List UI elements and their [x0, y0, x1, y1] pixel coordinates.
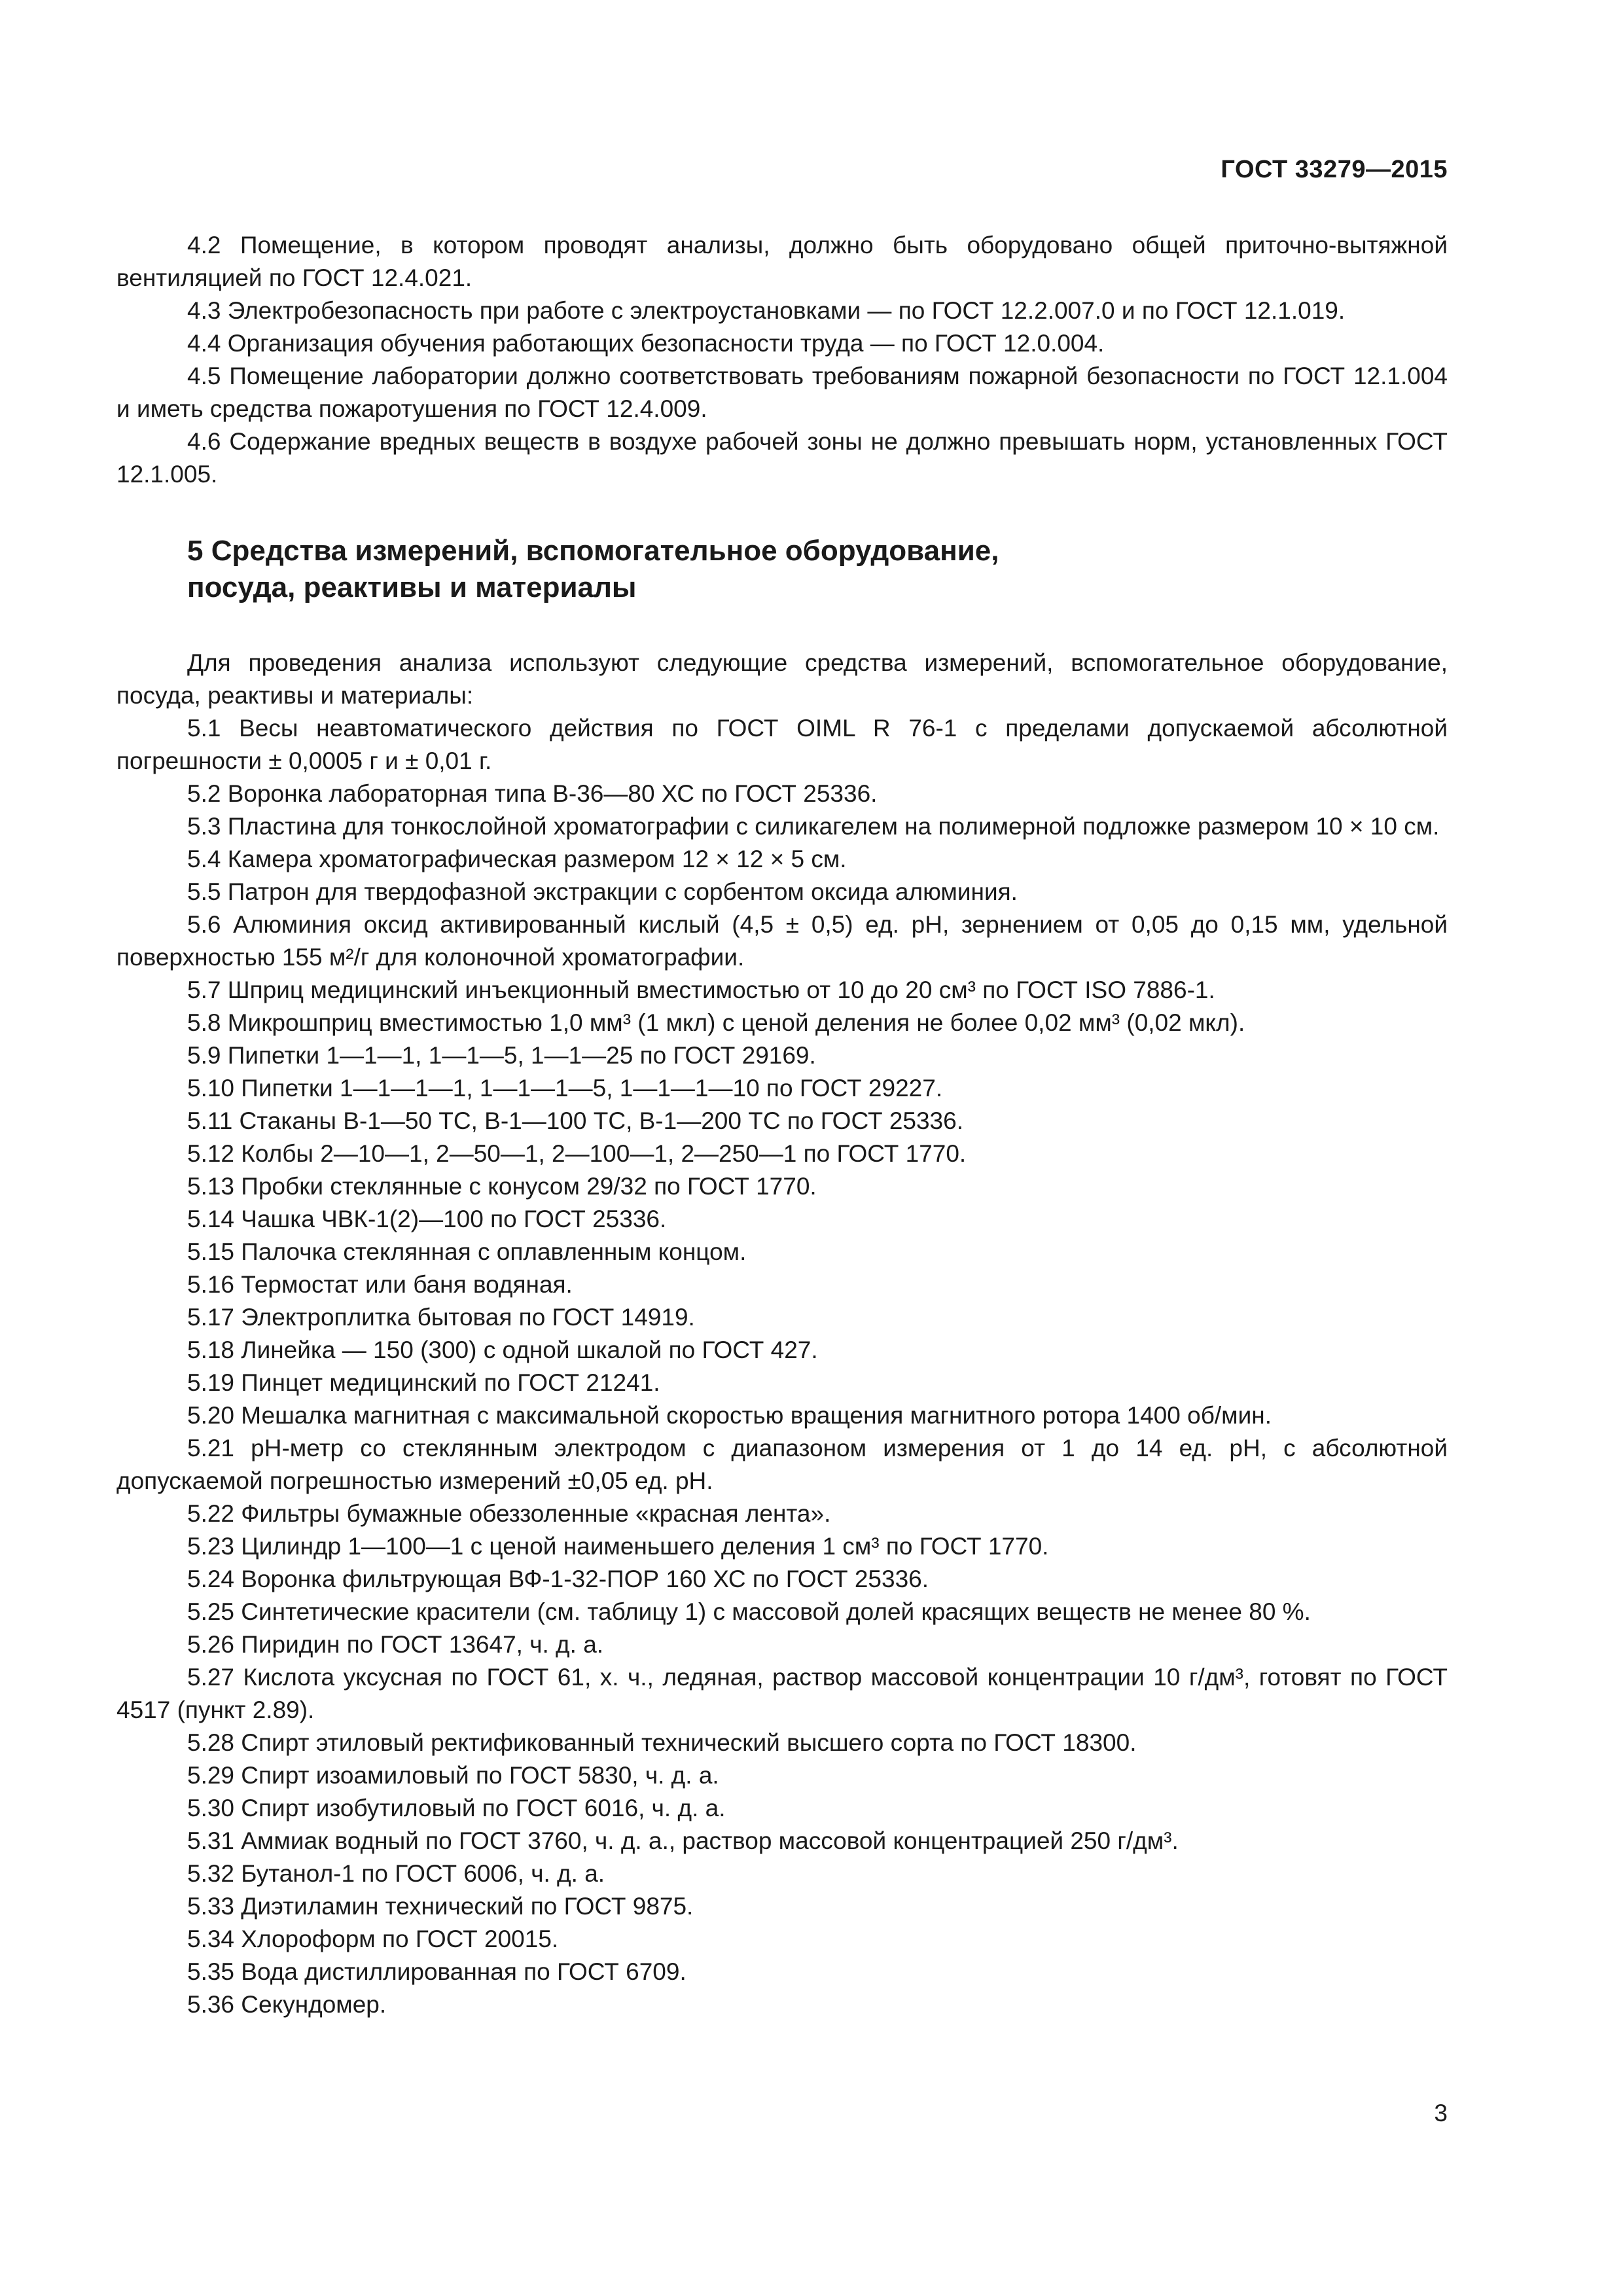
section-5-heading: [116, 533, 1448, 606]
item-5-17: 5.17 Электроплитка бытовая по ГОСТ 14919.: [187, 1304, 695, 1331]
item-5-29: 5.29 Спирт изоамиловый по ГОСТ 5830, ч. д. а.: [187, 1762, 719, 1789]
item-5-3: 5.3 Пластина для тонкослойной хроматографии с силикагелем на полимерной подложке размером 10 × 10 см.: [187, 813, 1440, 840]
item-5-19: 5.19 Пинцет медицинский по ГОСТ 21241.: [187, 1369, 660, 1396]
item-5-22: 5.22 Фильтры бумажные обеззоленные «красная лента».: [187, 1500, 831, 1527]
item-5-27: 5.27 Кислота уксусная по ГОСТ 61, х. ч., ледяная, раствор массовой концентрации 10 г/дм³, готовят по ГОСТ 4517 (пункт 2.89).: [116, 1664, 1448, 1723]
item-5-8: 5.8 Микрошприц вместимостью 1,0 мм³ (1 мкл) с ценой деления не более 0,02 мм³ (0,02 мкл).: [187, 1009, 1245, 1036]
item-5-7: 5.7 Шприц медицинский инъекционный вместимостью от 10 до 20 см³ по ГОСТ ISO 7886-1.: [187, 977, 1215, 1003]
item-5-35: 5.35 Вода дистиллированная по ГОСТ 6709.: [187, 1958, 687, 1985]
item-5-9: 5.9 Пипетки 1—1—1, 1—1—5, 1—1—25 по ГОСТ 29169.: [187, 1042, 816, 1069]
item-5-11: 5.11 Стаканы В-1—50 ТС, В-1—100 ТС, В-1—200 ТС по ГОСТ 25336.: [187, 1107, 963, 1134]
item-5-28: 5.28 Спирт этиловый ректификованный технический высшего сорта по ГОСТ 18300.: [187, 1729, 1137, 1756]
section-5-heading-line-2: посуда, реактивы и материалы: [187, 571, 637, 603]
item-5-10: 5.10 Пипетки 1—1—1—1, 1—1—1—5, 1—1—1—10 по ГОСТ 29227.: [187, 1075, 943, 1102]
item-5-32: 5.32 Бутанол-1 по ГОСТ 6006, ч. д. а.: [187, 1860, 605, 1887]
paragraph-4-2: 4.2 Помещение, в котором проводят анализы, должно быть оборудовано общей приточно-вытяжной вентиляцией по ГОСТ 12.4.021.: [116, 232, 1448, 291]
item-5-15: 5.15 Палочка стеклянная с оплавленным концом.: [187, 1238, 747, 1265]
item-5-34: 5.34 Хлороформ по ГОСТ 20015.: [187, 1926, 559, 1952]
item-5-6: 5.6 Алюминия оксид активированный кислый (4,5 ± 0,5) ед. pH, зернением от 0,05 до 0,15 мм, удельной поверхностью 155 м²/г для колоночной хроматографии.: [116, 911, 1448, 971]
item-5-30: 5.30 Спирт изобутиловый по ГОСТ 6016, ч. д. а.: [187, 1795, 726, 1821]
item-5-14: 5.14 Чашка ЧВК-1(2)—100 по ГОСТ 25336.: [187, 1206, 667, 1232]
item-5-23: 5.23 Цилиндр 1—100—1 с ценой наименьшего деления 1 см³ по ГОСТ 1770.: [187, 1533, 1049, 1560]
item-5-36: 5.36 Секундомер.: [187, 1991, 387, 2018]
section-5-intro: Для проведения анализа используют следующие средства измерений, вспомогательное оборудование, посуда, реактивы и материалы:: [116, 649, 1448, 709]
item-5-26: 5.26 Пиридин по ГОСТ 13647, ч. д. а.: [187, 1631, 604, 1658]
item-5-16: 5.16 Термостат или баня водяная.: [187, 1271, 573, 1298]
paragraph-4-5: 4.5 Помещение лаборатории должно соответствовать требованиям пожарной безопасности по ГОСТ 12.1.004 и иметь средства пожаротушения по ГОСТ 12.4.009.: [116, 363, 1448, 422]
item-5-1: 5.1 Весы неавтоматического действия по ГОСТ OIML R 76-1 с пределами допускаемой абсолютной погрешности ± 0,0005 г и ± 0,01 г.: [116, 715, 1448, 774]
item-5-18: 5.18 Линейка — 150 (300) с одной шкалой по ГОСТ 427.: [187, 1336, 818, 1363]
item-5-24: 5.24 Воронка фильтрующая ВФ-1-32-ПОР 160 ХС по ГОСТ 25336.: [187, 1566, 929, 1592]
standard-code-header: ГОСТ 33279—2015: [1221, 156, 1448, 183]
item-5-12: 5.12 Колбы 2—10—1, 2—50—1, 2—100—1, 2—250—1 по ГОСТ 1770.: [187, 1140, 967, 1167]
item-5-5: 5.5 Патрон для твердофазной экстракции с сорбентом оксида алюминия.: [187, 878, 1018, 905]
item-5-21: 5.21 pH-метр со стеклянным электродом с диапазоном измерения от 1 до 14 ед. pH, с абсолютной допускаемой погрешностью измерений ±0,05 ед. pH.: [116, 1435, 1448, 1494]
item-5-4: 5.4 Камера хроматографическая размером 12 × 12 × 5 см.: [187, 846, 847, 872]
paragraph-4-3: 4.3 Электробезопасность при работе с электроустановками — по ГОСТ 12.2.007.0 и по ГОСТ 12.1.019.: [187, 297, 1346, 324]
paragraph-4-6: 4.6 Содержание вредных веществ в воздухе рабочей зоны не должно превышать норм, установленных ГОСТ 12.1.005.: [116, 428, 1448, 488]
item-5-13: 5.13 Пробки стеклянные с конусом 29/32 по ГОСТ 1770.: [187, 1173, 817, 1200]
item-5-2: 5.2 Воронка лабораторная типа В-36—80 ХС по ГОСТ 25336.: [187, 780, 878, 807]
paragraph-4-4: 4.4 Организация обучения работающих безопасности труда — по ГОСТ 12.0.004.: [187, 330, 1105, 357]
item-5-20: 5.20 Мешалка магнитная с максимальной скоростью вращения магнитного ротора 1400 об/мин.: [187, 1402, 1272, 1429]
item-5-31: 5.31 Аммиак водный по ГОСТ 3760, ч. д. а., раствор массовой концентрацией 250 г/дм³.: [187, 1827, 1179, 1854]
item-5-33: 5.33 Диэтиламин технический по ГОСТ 9875.: [187, 1893, 694, 1920]
section-5-heading-line-1: 5 Средства измерений, вспомогательное оборудование,: [187, 535, 999, 567]
item-5-25: 5.25 Синтетические красители (см. таблицу 1) с массовой долей красящих веществ не менее 80 %.: [187, 1598, 1311, 1625]
page-number: 3: [1434, 2100, 1448, 2126]
page-content: [116, 229, 1448, 2021]
